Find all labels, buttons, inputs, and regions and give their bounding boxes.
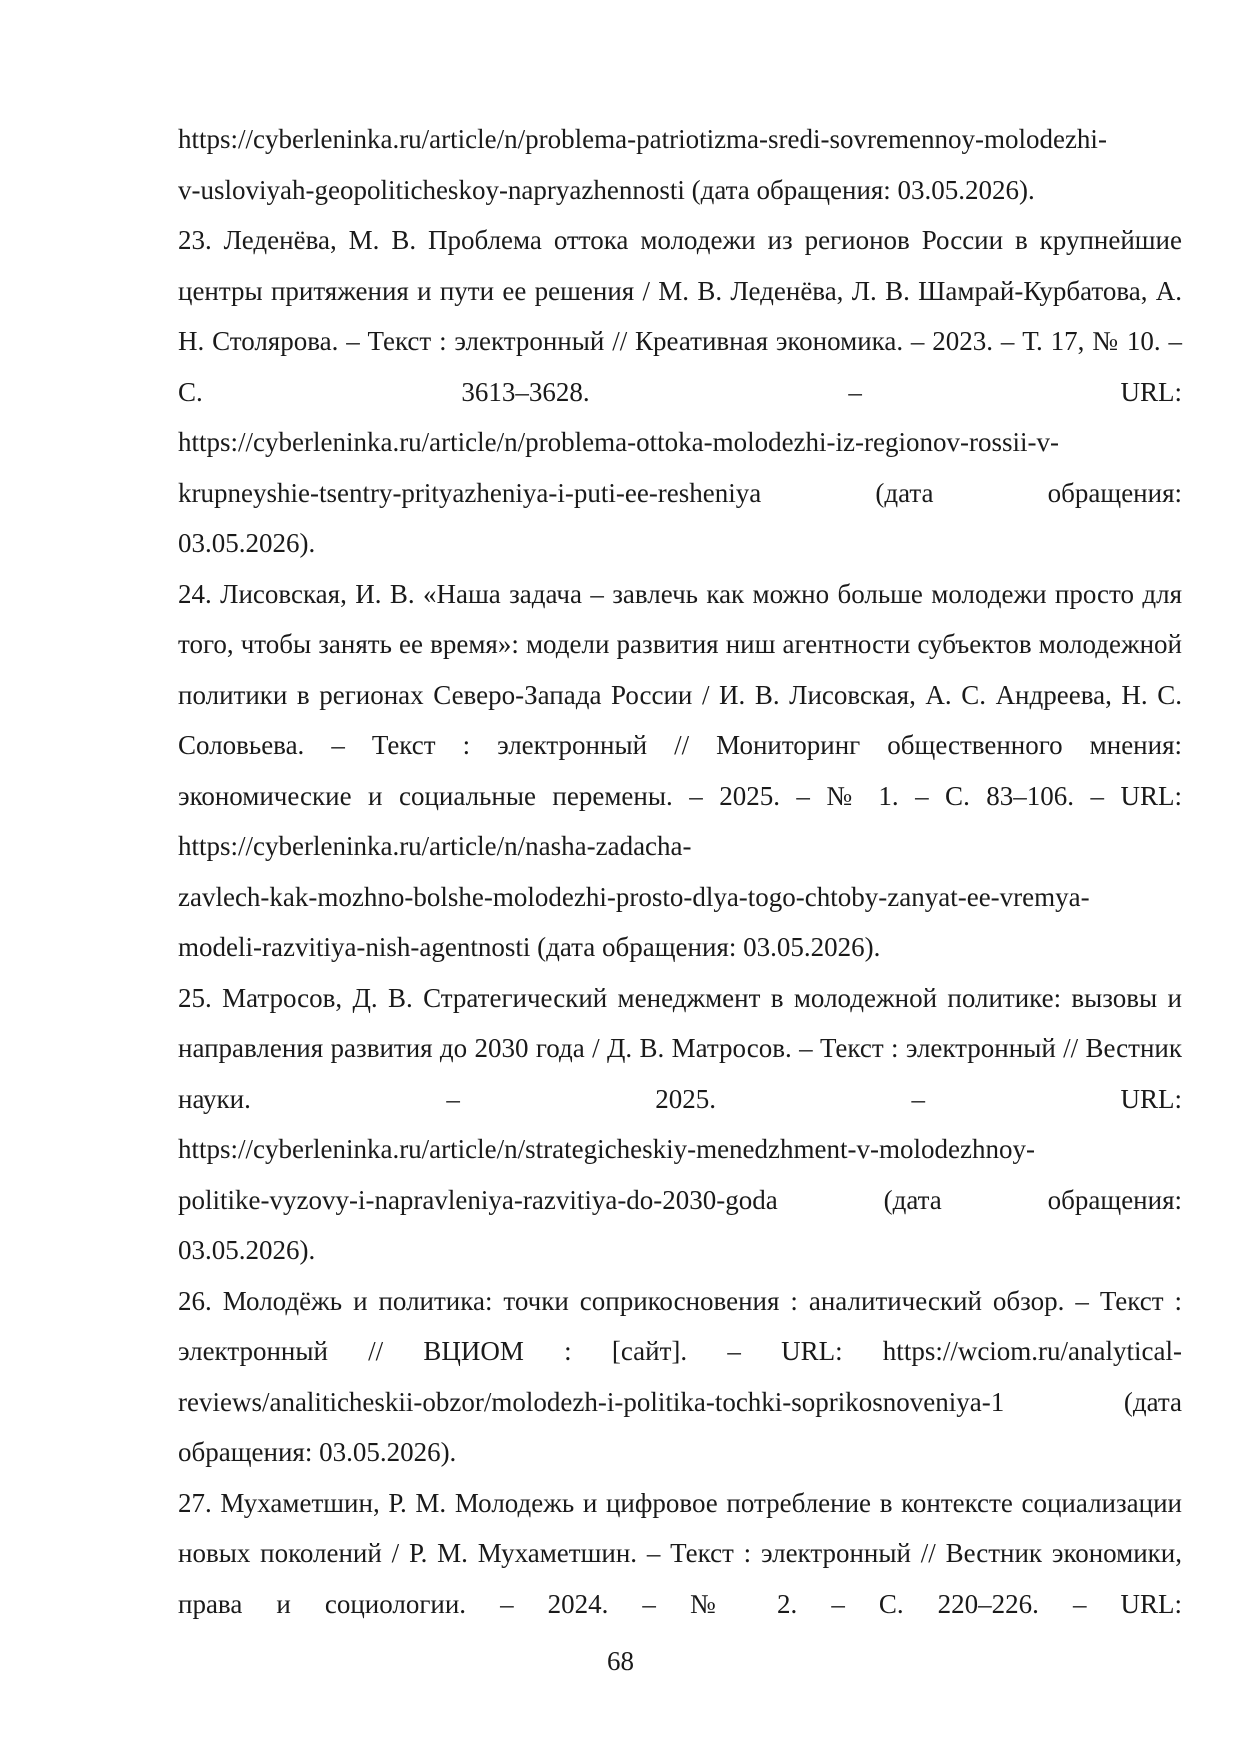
reference-23 <box>178 215 1182 569</box>
reference-url-line: krupneyshie-tsentry-prityazheniya-i-puti-ee-resheniya (дата обращения: <box>178 477 1182 508</box>
reference-list <box>178 114 1182 1629</box>
reference-text: 25. Матросов, Д. В. Стратегический менеджмент в молодежной политике: вызовы и направления развития до 2030 года / Д. В. Матросов. – Текст : электронный // Вестник науки. – 2025. – URL: <box>178 982 1182 1114</box>
reference-text: 26. Молодёжь и политика: точки соприкосновения : аналитический обзор. – Текст : электронный // ВЦИОМ : [сайт]. – URL: https://wciom.ru/analytical- <box>178 1285 1182 1366</box>
reference-url-line: zavlech-kak-mozhno-bolshe-molodezhi-prosto-dlya-togo-chtoby-zanyat-ee-vremya- <box>178 881 1090 912</box>
reference-27 <box>178 1478 1182 1630</box>
page-number: 68 <box>607 1646 634 1676</box>
reference-url-line: https://cyberleninka.ru/article/n/strategicheskiy-menedzhment-v-molodezhnoy- <box>178 1134 1035 1164</box>
reference-url-line: politike-vyzovy-i-napravleniya-razvitiya-do-2030-goda (дата обращения: <box>178 1184 1182 1215</box>
reference-25 <box>178 973 1182 1276</box>
reference-url-line: reviews/analiticheskii-obzor/molodezh-i-politika-tochki-soprikosnoveniya-1 (дата <box>178 1386 1182 1417</box>
reference-24 <box>178 569 1182 973</box>
reference-url-line: https://cyberleninka.ru/article/n/problema-ottoka-molodezhi-iz-regionov-rossii-v- <box>178 427 1059 457</box>
reference-22-tail <box>178 114 1182 215</box>
reference-date-line: 03.05.2026). <box>178 1235 316 1265</box>
reference-url-line: v-usloviyah-geopoliticheskoy-napryazhennosti (дата обращения: 03.05.2026). <box>178 174 1035 205</box>
reference-date-line: 03.05.2026). <box>178 528 316 558</box>
reference-text: 24. Лисовская, И. В. «Наша задача – завлечь как можно больше молодежи просто для того, чтобы занять ее время»: модели развития ниш агентности субъектов молодежной политики в регионах Северо-Запада России / И. В. Лисовская, А. С. Андреева, Н. С. Соловьева. – Текст : электронный // Мониторинг общественного мнения: экономические и социальные перемены. – 2025. – № 1. – С. 83–106. – URL: https://cyberleninka.ru/article/n/nasha-zadacha- <box>178 578 1182 861</box>
reference-26 <box>178 1276 1182 1478</box>
reference-date-line: обращения: 03.05.2026). <box>178 1437 457 1467</box>
reference-url-line: https://cyberleninka.ru/article/n/problema-patriotizma-sredi-sovremennoy-molodezhi- <box>178 124 1107 154</box>
reference-text: 23. Леденёва, М. В. Проблема оттока молодежи из регионов России в крупнейшие центры притяжения и пути ее решения / М. В. Леденёва, Л. В. Шамрай-Курбатова, А. Н. Столярова. – Текст : электронный // Креативная экономика. – 2023. – Т. 17, № 10. – С. 3613–3628. – URL: <box>178 225 1182 407</box>
reference-text: 27. Мухаметшин, Р. М. Молодежь и цифровое потребление в контексте социализации новых поколений / Р. М. Мухаметшин. – Текст : электронный // Вестник экономики, права и социологии. – 2024. – № 2. – С. 220–226. – URL: <box>178 1487 1182 1619</box>
reference-url-line: modeli-razvitiya-nish-agentnosti (дата обращения: 03.05.2026). <box>178 932 881 962</box>
